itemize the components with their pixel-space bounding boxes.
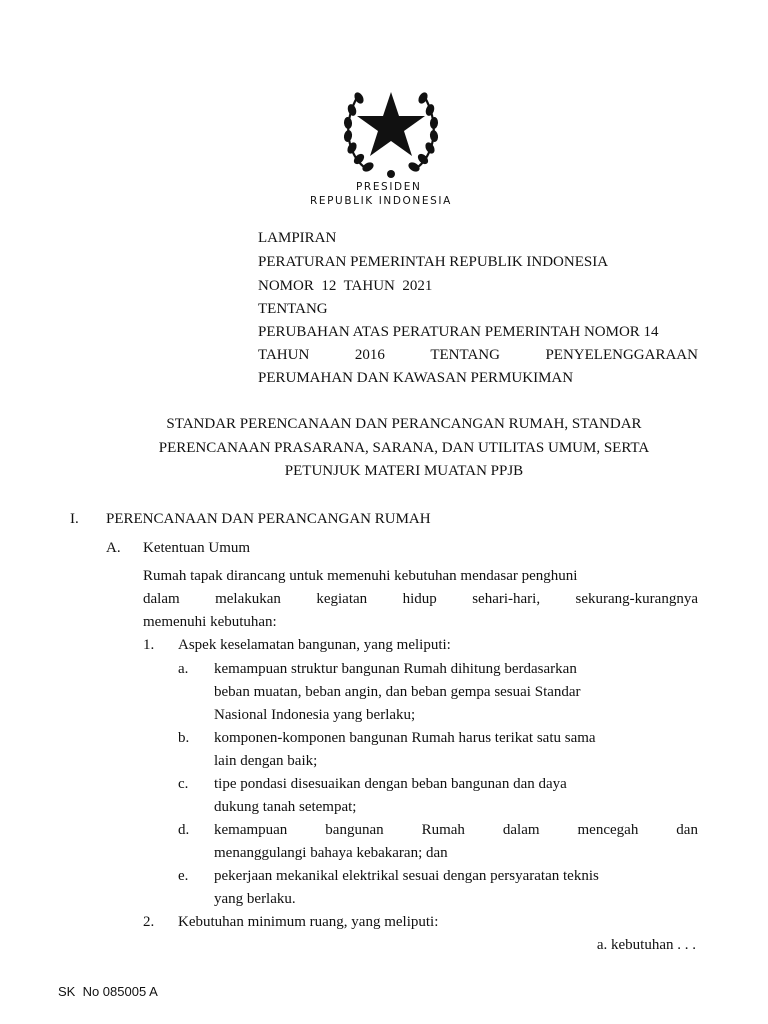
lampiran-word: 2016: [354, 347, 385, 363]
subitem-line: [214, 822, 698, 839]
subitem-line: Nasional Indonesia yang berlaku;: [214, 707, 416, 723]
subitem-word: mencegah: [577, 822, 639, 838]
document-title-line-3: PETUNJUK MATERI MUATAN PPJB: [284, 463, 524, 479]
subitem-word: kemampuan: [214, 822, 288, 838]
subitem-letter: e.: [178, 868, 189, 884]
document-title-line-2: PERENCANAAN PRASARANA, SARANA, DAN UTILITAS UMUM, SERTA: [158, 440, 650, 456]
subitem-word: dan: [676, 822, 698, 838]
lampiran-line-3: TENTANG: [258, 301, 328, 317]
list-item-text: Kebutuhan minimum ruang, yang meliputi:: [178, 914, 439, 930]
list-item-number: 1.: [143, 637, 155, 653]
subitem-letter: c.: [178, 776, 189, 792]
intro-word: dalam: [143, 591, 180, 607]
subitem-line: komponen-komponen bangunan Rumah harus terikat satu sama: [214, 730, 596, 746]
subitem-line: pekerjaan mekanikal elektrikal sesuai dengan persyaratan teknis: [214, 868, 599, 884]
subitem-letter: a.: [178, 661, 189, 677]
intro-word: sehari-hari,: [472, 591, 541, 607]
header-line-presiden: PRESIDEN: [356, 181, 422, 193]
subitem-line: yang berlaku.: [214, 891, 296, 907]
lampiran-word: TENTANG: [430, 347, 500, 363]
lampiran-word: TAHUN: [258, 347, 310, 363]
lampiran-line-2: NOMOR 12 TAHUN 2021: [258, 278, 433, 294]
subitem-line: dukung tanah setempat;: [214, 799, 357, 815]
intro-word: sekurang-kurangnya: [575, 591, 698, 607]
lampiran-line-5: [258, 347, 698, 364]
subitem-line: tipe pondasi disesuaikan dengan beban bangunan dan daya: [214, 776, 567, 792]
subitem-letter: d.: [178, 822, 190, 838]
subsection-letter: A.: [106, 540, 121, 556]
lampiran-line-1: PERATURAN PEMERINTAH REPUBLIK INDONESIA: [258, 254, 609, 270]
intro-word: hidup: [402, 591, 437, 607]
subitem-line: lain dengan baik;: [214, 753, 318, 769]
section-heading: PERENCANAAN DAN PERANCANGAN RUMAH: [106, 511, 431, 527]
subitem-word: Rumah: [421, 822, 465, 838]
subitem-word: bangunan: [325, 822, 384, 838]
lampiran-word: PENYELENGGARAAN: [545, 347, 698, 363]
intro-line-2: [143, 591, 698, 608]
garuda-emblem-icon: [338, 78, 444, 182]
footer-serial-number: SK No 085005 A: [58, 984, 158, 999]
section-number: I.: [70, 511, 79, 527]
list-item-text: Aspek keselamatan bangunan, yang meliputi:: [178, 637, 451, 653]
subitem-line: beban muatan, beban angin, dan beban gempa sesuai Standar: [214, 684, 581, 700]
lampiran-line-6: PERUMAHAN DAN KAWASAN PERMUKIMAN: [258, 370, 574, 386]
subitem-line: kemampuan struktur bangunan Rumah dihitung berdasarkan: [214, 661, 577, 677]
intro-line-3: memenuhi kebutuhan:: [143, 614, 277, 630]
lampiran-label: LAMPIRAN: [258, 230, 337, 246]
intro-word: melakukan: [215, 591, 281, 607]
document-title-line-1: STANDAR PERENCANAAN DAN PERANCANGAN RUMAH, STANDAR: [166, 416, 642, 432]
subitem-line: menanggulangi bahaya kebakaran; dan: [214, 845, 448, 861]
intro-word: kegiatan: [316, 591, 368, 607]
intro-line-1: Rumah tapak dirancang untuk memenuhi kebutuhan mendasar penghuni: [143, 568, 578, 584]
subsection-heading: Ketentuan Umum: [143, 540, 251, 556]
subitem-word: dalam: [502, 822, 540, 838]
list-item-number: 2.: [143, 914, 155, 930]
header-line-republik: REPUBLIK INDONESIA: [310, 195, 452, 207]
lampiran-line-4: PERUBAHAN ATAS PERATURAN PEMERINTAH NOMOR 14: [258, 324, 659, 340]
page-continuation: a. kebutuhan . . .: [596, 937, 696, 953]
subitem-letter: b.: [178, 730, 190, 746]
